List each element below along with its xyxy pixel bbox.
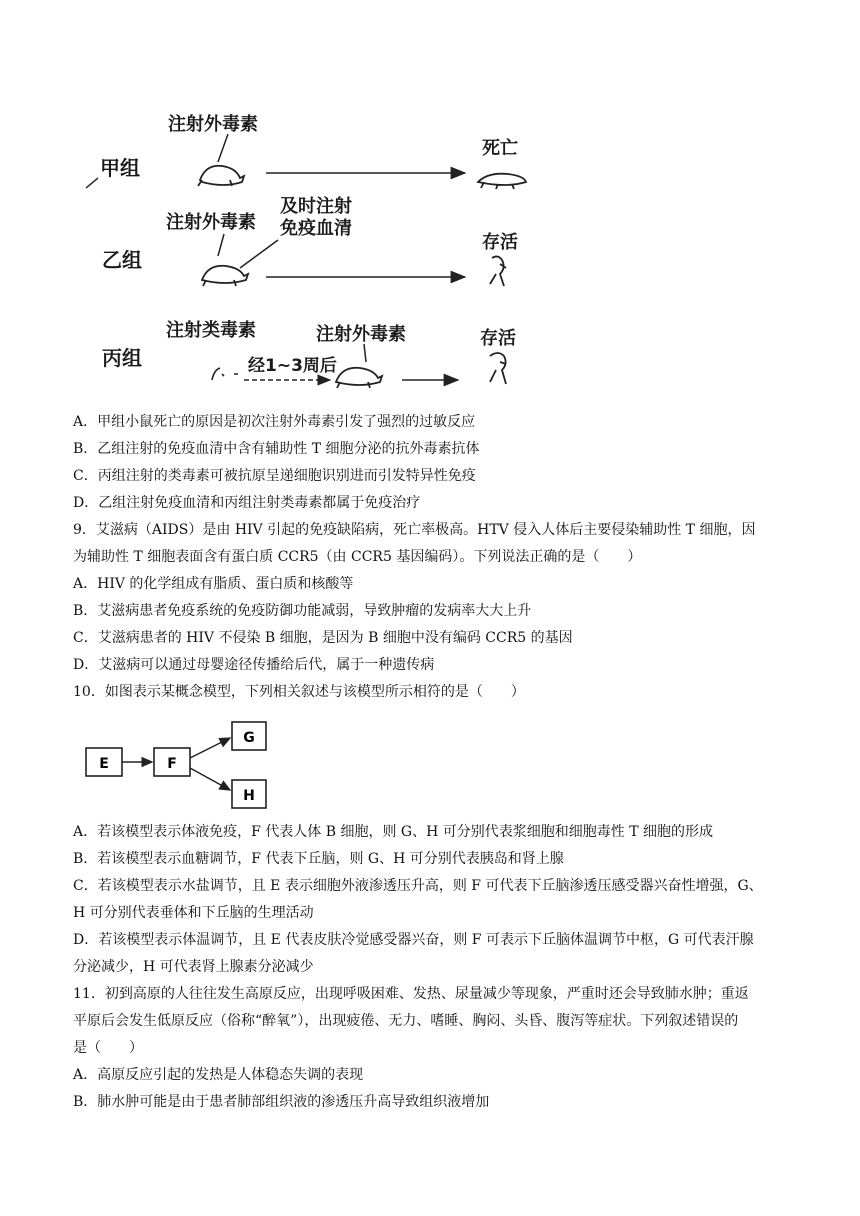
bing-wait-label: 经1~3周后: [248, 356, 337, 376]
q8-option-c: C．丙组注射的类毒素可被抗原呈递细胞识别进而引发特异性免疫: [73, 468, 476, 484]
q8-option-b: B．乙组注射的免疫血清中含有辅助性 T 细胞分泌的抗外毒素抗体: [73, 441, 480, 457]
stray-mark: [86, 178, 98, 188]
bing-inject-pointer: [364, 344, 366, 362]
yi-serum-pointer: [240, 240, 278, 268]
q10-option-c-line-1: C．若该模型表示水盐调节，且 E 表示细胞外液渗透压升高，则 F 可代表下丘脑渗透压感受器兴奋性增强，G、: [73, 878, 763, 894]
jia-dead-mouse-icon: [478, 174, 526, 189]
arrow-f-to-g: [190, 738, 230, 758]
box-g-label: G: [243, 730, 255, 746]
yi-mouse-icon: [202, 266, 248, 286]
jia-outcome-label: 死亡: [482, 138, 518, 159]
q10-option-d-line-2: 分泌减少，H 可代表肾上腺素分泌减少: [73, 959, 314, 975]
group-jia-label: 甲组: [100, 156, 140, 180]
arrow-f-to-h: [190, 768, 230, 790]
box-e-label: E: [99, 756, 109, 772]
yi-inject-label: 注射外毒素: [166, 212, 256, 233]
group-yi-label: 乙组: [102, 248, 142, 272]
q9-option-b: B．艾滋病患者免疫系统的免疫防御功能减弱，导致肿瘤的发病率大大上升: [73, 603, 532, 619]
q11-stem-line-3: 是（ ）: [73, 1040, 143, 1056]
bing-mouse-icon: [336, 368, 382, 388]
q9-option-c: C．艾滋病患者的 HIV 不侵染 B 细胞，是因为 B 细胞中没有编码 CCR5 的基因: [73, 630, 573, 646]
mouse-experiment-figure: [80, 100, 560, 400]
bing-small-mouse-icon: [212, 368, 238, 380]
q11-stem-line-2: 平原后会发生低原反应（俗称“醉氧”），出现疲倦、无力、嗜睡、胸闷、头昏、腹泻等症状。下列叙述错误的: [73, 1013, 739, 1029]
q10-stem: 10．如图表示某概念模型，下列相关叙述与该模型所示相符的是（ ）: [73, 684, 525, 700]
q10-option-d-line-1: D．若该模型表示体温调节，且 E 代表皮肤冷觉感受器兴奋，则 F 可表示下丘脑体温调节中枢，G 可代表汗腺: [73, 932, 754, 948]
q11-stem-line-1: 11．初到高原的人往往发生高原反应，出现呼吸困难、发热、尿量减少等现象，严重时还会导致肺水肿；重返: [73, 986, 749, 1002]
bing-toxoid-label: 注射类毒素: [166, 320, 256, 341]
bing-alive-mouse-icon: [490, 353, 506, 384]
q8-option-d: D．乙组注射免疫血清和丙组注射类毒素都属于免疫治疗: [73, 495, 421, 511]
q10-option-a: A．若该模型表示体液免疫，F 代表人体 B 细胞，则 G、H 可分别代表浆细胞和细胞毒性 T 细胞的形成: [73, 824, 713, 840]
q11-option-a: A．高原反应引起的发热是人体稳态失调的表现: [73, 1067, 364, 1083]
yi-inject-pointer: [218, 234, 224, 256]
q11-option-b: B．肺水肿可能是由于患者肺部组织液的渗透压升高导致组织液增加: [73, 1094, 490, 1110]
jia-mouse-icon: [198, 166, 244, 186]
yi-alive-mouse-icon: [490, 256, 506, 286]
yi-serum-label-1: 及时注射: [280, 196, 352, 217]
yi-outcome-label: 存活: [482, 232, 518, 253]
jia-inject-pointer: [218, 134, 228, 162]
group-bing-label: 丙组: [102, 346, 142, 370]
q9-option-a: A．HIV 的化学组成有脂质、蛋白质和核酸等: [73, 576, 354, 592]
q8-option-a: A．甲组小鼠死亡的原因是初次注射外毒素引发了强烈的过敏反应: [73, 414, 476, 430]
q10-option-c-line-2: H 可分别代表垂体和下丘脑的生理活动: [73, 905, 314, 921]
concept-model-diagram: [80, 716, 300, 816]
q9-stem-line-1: 9．艾滋病（AIDS）是由 HIV 引起的免疫缺陷病，死亡率极高。HTV 侵入人体后主要侵染辅助性 T 细胞，因: [73, 522, 756, 538]
q10-option-b: B．若该模型表示血糖调节，F 代表下丘脑，则 G、H 可分别代表胰岛和肾上腺: [73, 851, 564, 867]
jia-inject-label: 注射外毒素: [168, 114, 258, 135]
box-h-label: H: [243, 788, 255, 804]
bing-outcome-label: 存活: [480, 328, 516, 349]
box-f-label: F: [167, 756, 177, 772]
yi-serum-label-2: 免疫血清: [280, 218, 352, 239]
q9-stem-line-2: 为辅助性 T 细胞表面含有蛋白质 CCR5（由 CCR5 基因编码）。下列说法正确的是（ ）: [73, 549, 642, 565]
bing-inject-label: 注射外毒素: [316, 324, 406, 345]
q9-option-d: D．艾滋病可以通过母婴途径传播给后代，属于一种遗传病: [73, 657, 435, 673]
